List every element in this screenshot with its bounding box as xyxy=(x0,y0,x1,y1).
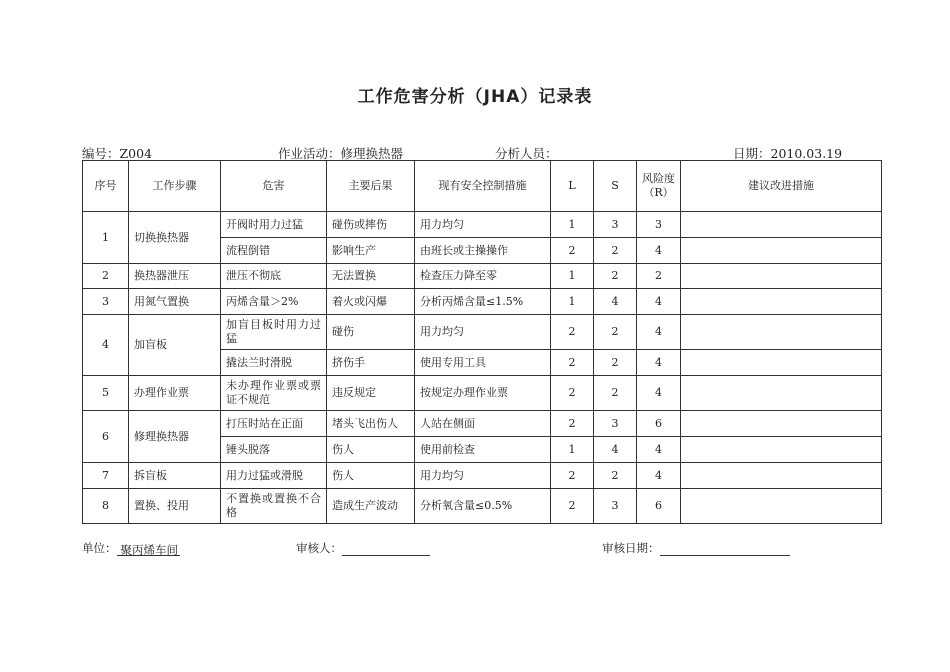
hazard-cell: 锤头脱落 xyxy=(221,437,327,463)
page-title: 工作危害分析（JHA）记录表 xyxy=(357,87,593,107)
l-cell: 2 xyxy=(551,463,594,489)
hazard-cell: 加盲目板时用力过猛 xyxy=(221,315,327,350)
s-cell: 4 xyxy=(594,437,637,463)
step-name: 办理作业票 xyxy=(129,376,221,411)
step-seq: 8 xyxy=(83,489,129,524)
suggest-cell xyxy=(681,350,882,376)
review-date-label: 审核日期： xyxy=(602,541,660,555)
header-l: L xyxy=(551,161,594,212)
l-cell: 1 xyxy=(551,289,594,315)
header-seq: 序号 xyxy=(83,161,129,212)
suggest-cell xyxy=(681,289,882,315)
step-seq: 1 xyxy=(83,212,129,264)
l-cell: 2 xyxy=(551,489,594,524)
r-cell: 4 xyxy=(637,463,681,489)
consequence-cell: 造成生产波动 xyxy=(327,489,415,524)
reviewer-field xyxy=(296,540,430,556)
step-name: 拆盲板 xyxy=(129,463,221,489)
analyst-field: 分析人员： xyxy=(495,146,558,161)
review-date-line[interactable] xyxy=(660,542,790,556)
l-cell: 2 xyxy=(551,411,594,437)
control-cell: 分析丙烯含量≤1.5% xyxy=(415,289,551,315)
hazard-cell: 用力过猛或滑脱 xyxy=(221,463,327,489)
header-s: S xyxy=(594,161,637,212)
record-code: 编号：Z004 xyxy=(82,146,153,161)
table-row xyxy=(83,376,882,411)
control-cell: 使用专用工具 xyxy=(415,350,551,376)
r-cell: 4 xyxy=(637,350,681,376)
consequence-cell: 碰伤或摔伤 xyxy=(327,212,415,238)
control-cell: 检查压力降至零 xyxy=(415,264,551,289)
step-seq: 7 xyxy=(83,463,129,489)
step-name: 置换、投用 xyxy=(129,489,221,524)
control-cell: 由班长或主操操作 xyxy=(415,238,551,264)
control-cell: 用力均匀 xyxy=(415,212,551,238)
r-cell: 4 xyxy=(637,289,681,315)
table-row xyxy=(83,411,882,437)
suggest-cell xyxy=(681,489,882,524)
table-row xyxy=(83,463,882,489)
step-seq: 3 xyxy=(83,289,129,315)
suggest-cell xyxy=(681,315,882,350)
hazard-cell: 打压时站在正面 xyxy=(221,411,327,437)
step-name: 加盲板 xyxy=(129,315,221,376)
header-control: 现有安全控制措施 xyxy=(415,161,551,212)
l-cell: 2 xyxy=(551,315,594,350)
hazard-cell: 不置换或置换不合格 xyxy=(221,489,327,524)
table-row xyxy=(83,315,882,350)
s-cell: 2 xyxy=(594,264,637,289)
consequence-cell: 挤伤手 xyxy=(327,350,415,376)
r-cell: 4 xyxy=(637,238,681,264)
header-consequence: 主要后果 xyxy=(327,161,415,212)
hazard-cell: 流程倒错 xyxy=(221,238,327,264)
header-suggest: 建议改进措施 xyxy=(681,161,882,212)
consequence-cell: 伤人 xyxy=(327,463,415,489)
l-cell: 2 xyxy=(551,376,594,411)
suggest-cell xyxy=(681,264,882,289)
suggest-cell xyxy=(681,411,882,437)
table-row xyxy=(83,289,882,315)
record-date: 日期：2010.03.19 xyxy=(733,146,843,161)
unit-field xyxy=(82,540,180,556)
hazard-cell: 未办理作业票或票证不规范 xyxy=(221,376,327,411)
consequence-cell: 违反规定 xyxy=(327,376,415,411)
hazard-cell: 丙烯含量＞2% xyxy=(221,289,327,315)
header-risk: 风险度（R） xyxy=(637,161,681,212)
work-activity: 作业活动：修理换热器 xyxy=(278,146,404,161)
l-cell: 2 xyxy=(551,350,594,376)
table-row xyxy=(83,489,882,524)
s-cell: 3 xyxy=(594,411,637,437)
r-cell: 4 xyxy=(637,315,681,350)
control-cell: 用力均匀 xyxy=(415,463,551,489)
reviewer-signature-line[interactable] xyxy=(342,542,430,556)
header-row xyxy=(83,161,882,212)
s-cell: 2 xyxy=(594,350,637,376)
table-row xyxy=(83,264,882,289)
jha-table xyxy=(82,160,882,524)
control-cell: 分析氧含量≤0.5% xyxy=(415,489,551,524)
step-seq: 4 xyxy=(83,315,129,376)
suggest-cell xyxy=(681,463,882,489)
reviewer-label: 审核人： xyxy=(296,541,342,555)
r-cell: 3 xyxy=(637,212,681,238)
s-cell: 3 xyxy=(594,489,637,524)
l-cell: 1 xyxy=(551,212,594,238)
consequence-cell: 着火或闪爆 xyxy=(327,289,415,315)
r-cell: 6 xyxy=(637,489,681,524)
suggest-cell xyxy=(681,238,882,264)
unit-value: 聚丙烯车间 xyxy=(117,542,181,556)
s-cell: 2 xyxy=(594,376,637,411)
suggest-cell xyxy=(681,437,882,463)
table-row xyxy=(83,212,882,238)
consequence-cell: 影响生产 xyxy=(327,238,415,264)
step-name: 换热器泄压 xyxy=(129,264,221,289)
l-cell: 2 xyxy=(551,238,594,264)
r-cell: 2 xyxy=(637,264,681,289)
step-seq: 2 xyxy=(83,264,129,289)
step-name: 修理换热器 xyxy=(129,411,221,463)
step-seq: 5 xyxy=(83,376,129,411)
review-date-field xyxy=(602,540,790,556)
header-step: 工作步骤 xyxy=(129,161,221,212)
l-cell: 1 xyxy=(551,264,594,289)
consequence-cell: 无法置换 xyxy=(327,264,415,289)
control-cell: 用力均匀 xyxy=(415,315,551,350)
step-name: 切换换热器 xyxy=(129,212,221,264)
r-cell: 6 xyxy=(637,411,681,437)
l-cell: 1 xyxy=(551,437,594,463)
step-seq: 6 xyxy=(83,411,129,463)
control-cell: 人站在侧面 xyxy=(415,411,551,437)
header-hazard: 危害 xyxy=(221,161,327,212)
step-name: 用氮气置换 xyxy=(129,289,221,315)
consequence-cell: 碰伤 xyxy=(327,315,415,350)
s-cell: 2 xyxy=(594,463,637,489)
hazard-cell: 撬法兰时滑脱 xyxy=(221,350,327,376)
r-cell: 4 xyxy=(637,437,681,463)
r-cell: 4 xyxy=(637,376,681,411)
s-cell: 2 xyxy=(594,315,637,350)
control-cell: 按规定办理作业票 xyxy=(415,376,551,411)
s-cell: 2 xyxy=(594,238,637,264)
hazard-cell: 开阀时用力过猛 xyxy=(221,212,327,238)
hazard-cell: 泄压不彻底 xyxy=(221,264,327,289)
suggest-cell xyxy=(681,376,882,411)
s-cell: 4 xyxy=(594,289,637,315)
consequence-cell: 伤人 xyxy=(327,437,415,463)
unit-label: 单位： xyxy=(82,541,117,555)
suggest-cell xyxy=(681,212,882,238)
control-cell: 使用前检查 xyxy=(415,437,551,463)
s-cell: 3 xyxy=(594,212,637,238)
consequence-cell: 堵头飞出伤人 xyxy=(327,411,415,437)
